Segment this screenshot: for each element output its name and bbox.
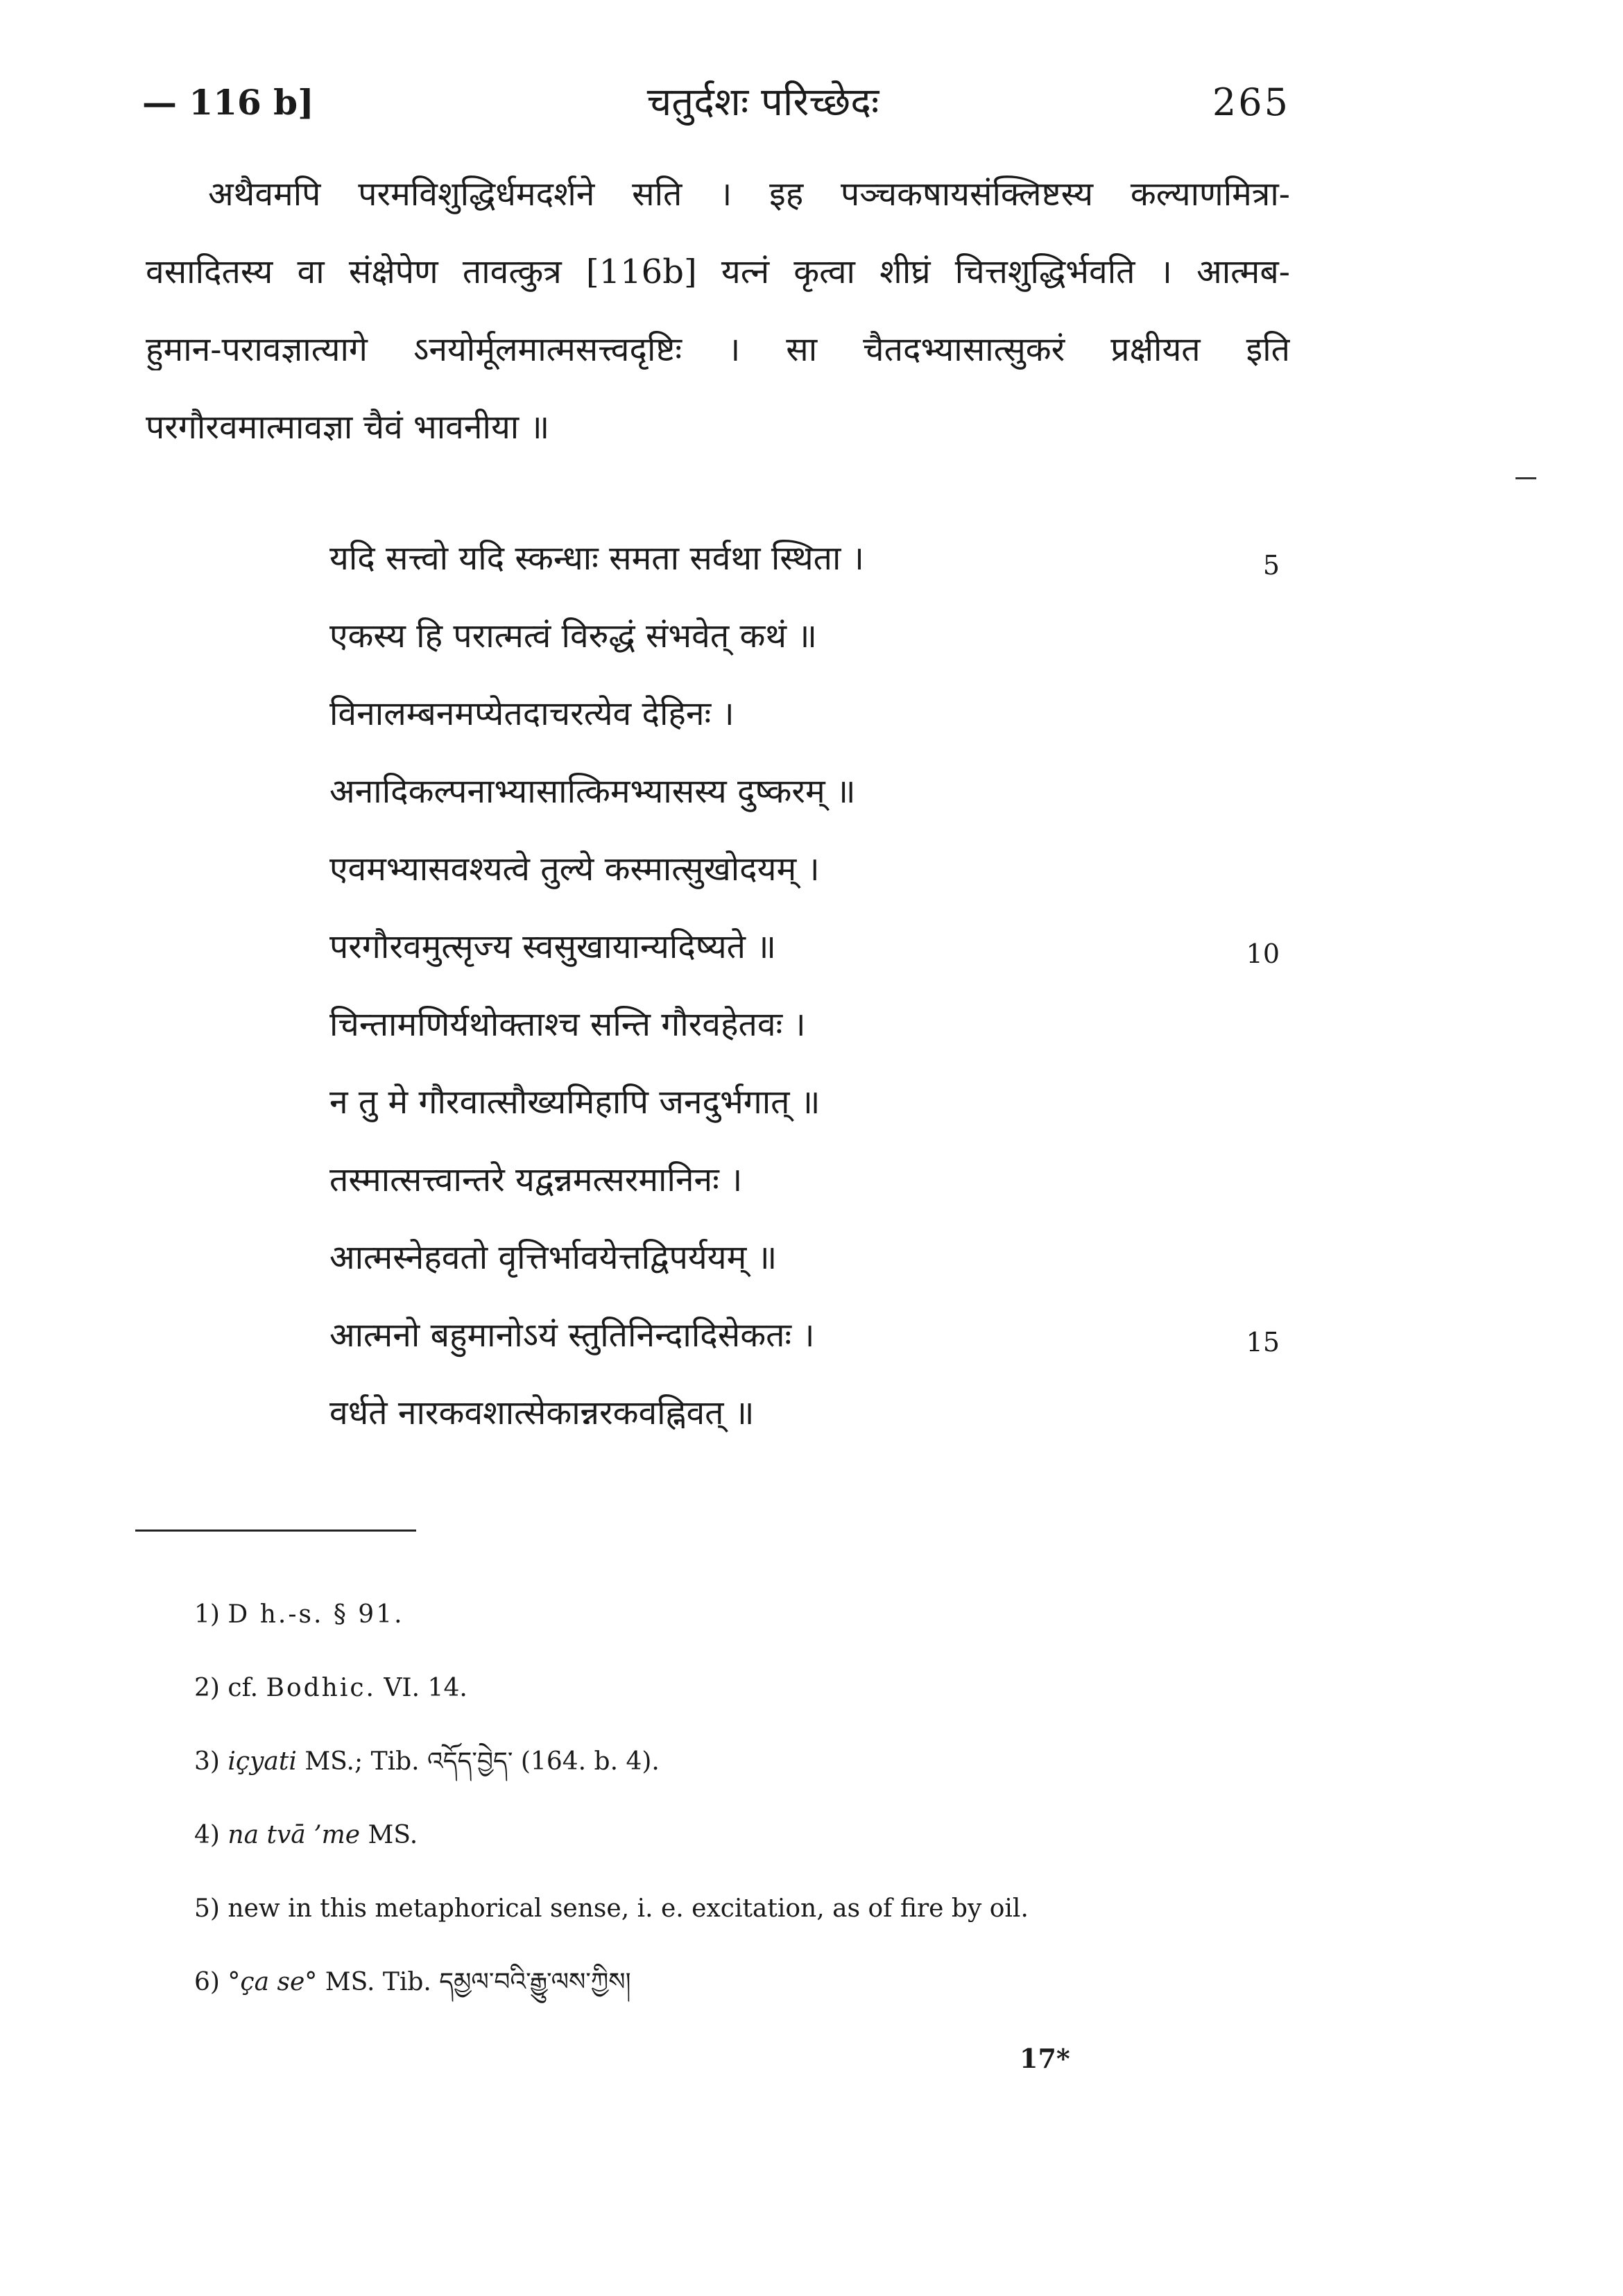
verse-number: 10 bbox=[1246, 939, 1280, 969]
verse-text: परगौरवमुत्सृज्य स्वसुखायान्यदिष्यते ॥ bbox=[329, 927, 777, 966]
prose-line: अथैवमपि परमविशुद्धिर्धमदर्शने सति । इह पञ्चकषायसंक्लिष्टस्य कल्याणमित्रा- bbox=[208, 175, 1290, 214]
footnote-number: 2) bbox=[194, 1674, 220, 1702]
verse-line bbox=[329, 848, 1300, 926]
footnote-text: °ça se° bbox=[227, 1968, 318, 1996]
verse-line bbox=[329, 538, 1300, 615]
footnote-text: D h.-s. § 91. bbox=[227, 1600, 404, 1629]
verse-line bbox=[329, 1004, 1300, 1081]
footnote-text: VI. 14. bbox=[375, 1674, 467, 1702]
chapter-title: चतुर्दशः परिच्छेदः bbox=[646, 80, 879, 125]
verse-block bbox=[329, 538, 1300, 1470]
verse-line bbox=[329, 1081, 1300, 1159]
verse-text: चिन्तामणिर्यथोक्ताश्च सन्ति गौरवहेतवः । bbox=[329, 1005, 806, 1044]
verse-line bbox=[329, 1237, 1300, 1314]
verse-text: एवमभ्यासवश्यत्वे तुल्ये कस्मात्सुखोदयम् । bbox=[329, 850, 820, 889]
footnote-text: Bodhic. bbox=[266, 1674, 376, 1702]
footnote-text: na tvā ’me bbox=[227, 1821, 361, 1849]
prose-line: हुमान-परावज्ञात्यागे ऽनयोर्मूलमात्मसत्त्वदृष्टिः । सा चैतदभ्यासात्सुकरं प्रक्षीयत इति bbox=[146, 330, 1290, 369]
verse-text: आत्मनो बहुमानोऽयं स्तुतिनिन्दादिसेकतः । bbox=[329, 1316, 815, 1355]
prose-line: परगौरवमात्मावज्ञा चैवं भावनीया ॥ bbox=[146, 408, 550, 447]
verse-line bbox=[329, 1159, 1300, 1237]
running-head-left: — 116 b] bbox=[142, 82, 314, 123]
footnote-text: içyati bbox=[227, 1747, 297, 1776]
verse-text: एकस्य हि परात्मत्वं विरुद्धं संभवेत् कथं ॥ bbox=[329, 617, 818, 656]
footnote bbox=[194, 1746, 1443, 1778]
footnote-number: 3) bbox=[194, 1747, 220, 1776]
page-number: 265 bbox=[1212, 80, 1290, 124]
verse-line bbox=[329, 1314, 1300, 1392]
verse-line bbox=[329, 771, 1300, 848]
footnote bbox=[194, 1672, 1443, 1704]
verse-line bbox=[329, 926, 1300, 1004]
footnote bbox=[194, 1893, 1443, 1925]
footnote-number: 5) bbox=[194, 1894, 220, 1923]
verse-text: तस्मात्सत्त्वान्तरे यद्वन्नमत्सरमानिनः । bbox=[329, 1160, 743, 1199]
verse-number: 5 bbox=[1262, 550, 1280, 581]
verse-text: वर्धते नारकवशात्सेकान्नरकवह्निवत् ॥ bbox=[329, 1394, 755, 1432]
verse-text: यदि सत्त्वो यदि स्कन्धाः समता सर्वथा स्थिता । bbox=[329, 539, 864, 578]
verse-number: 15 bbox=[1246, 1327, 1280, 1357]
footnote-text: new in this metaphorical sense, i. e. excitation, as of fire by oil. bbox=[227, 1894, 1029, 1923]
prose-line: वसादितस्य वा संक्षेपेण तावत्कुत्र [116b] यत्नं कृत्वा शीघ्रं चित्तशुद्धिर्भवति । आत्मब- bbox=[146, 252, 1290, 291]
footnote-rule bbox=[135, 1530, 416, 1532]
verse-line bbox=[329, 1392, 1300, 1470]
footnote-number: 6) bbox=[194, 1968, 220, 1996]
prose-paragraph bbox=[146, 173, 1290, 448]
footnote bbox=[194, 1819, 1443, 1851]
verse-text: न तु मे गौरवात्सौख्यमिहापि जनदुर्भगात् ॥ bbox=[329, 1083, 821, 1122]
verse-text: अनादिकल्पनाभ्यासात्किमभ्यासस्य दुष्करम् ॥ bbox=[329, 772, 856, 811]
footnote-text: MS. bbox=[360, 1821, 418, 1849]
verse-text: विनालम्बनमप्येतदाचरत्येव देहिनः । bbox=[329, 694, 735, 733]
footnote-text: MS.; Tib. འདོད་བྱེད་ (164. b. 4). bbox=[296, 1747, 660, 1776]
footnote bbox=[194, 1599, 1443, 1631]
verse-line bbox=[329, 693, 1300, 771]
footnote-number: 1) bbox=[194, 1600, 220, 1629]
footnote-text: cf. bbox=[227, 1674, 266, 1702]
verse-line bbox=[329, 615, 1300, 693]
footnotes bbox=[194, 1599, 1443, 2040]
verse-text: आत्मस्नेहवतो वृत्तिर्भावयेत्तद्विपर्ययम् ॥ bbox=[329, 1238, 778, 1277]
signature-mark: 17* bbox=[1020, 2043, 1070, 2074]
footnote bbox=[194, 1967, 1443, 1998]
footnote-text: MS. Tib. དམྱལ་བའི་རྒྱུ་ལས་ཀྱིས། bbox=[317, 1968, 631, 1996]
margin-mark bbox=[1515, 477, 1536, 479]
footnote-number: 4) bbox=[194, 1821, 220, 1849]
